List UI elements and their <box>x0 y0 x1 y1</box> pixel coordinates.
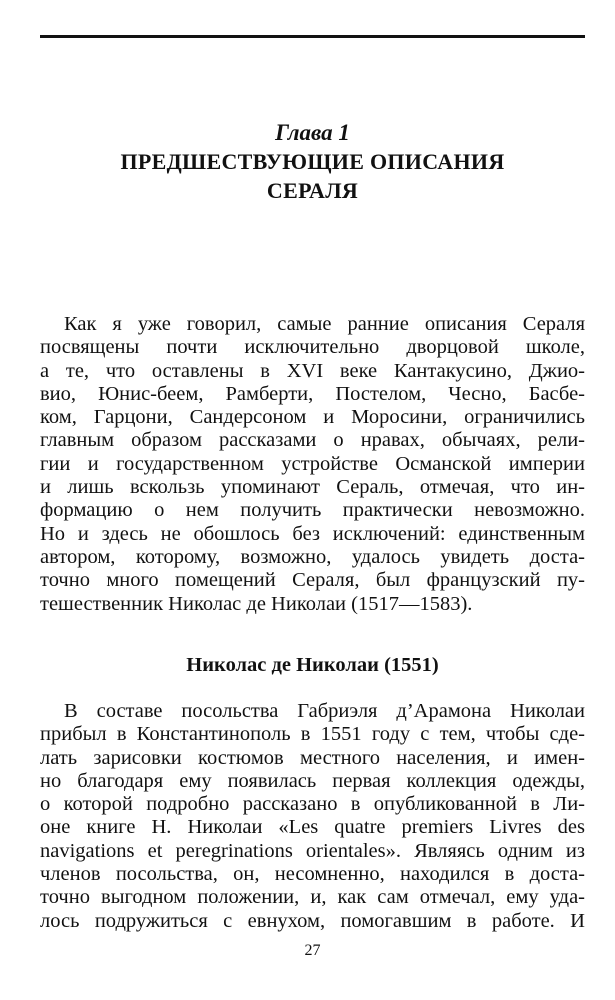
text-line: членов посольства, он, несомненно, находился в доста- <box>40 863 585 886</box>
text-line: ком, Гарцони, Сандерсоном и Моросини, ограничились <box>40 406 585 429</box>
text-line: точно выгодном положении, и, как сам отмечал, ему уда- <box>40 886 585 909</box>
text-line: Но и здесь не обошлось без исключений: единственным <box>40 522 585 545</box>
page-number: 27 <box>304 942 321 959</box>
chapter-title-line: СЕРАЛЯ <box>266 178 359 203</box>
text-line: посвящены почти исключительно дворцовой школе, <box>40 336 585 359</box>
text-line: точно много помещений Сераля, был французский пу- <box>40 569 585 592</box>
text-line: тешественник Николас де Николаи (1517—1583). <box>40 592 473 615</box>
text-line: автором, которому, возможно, удалось увидеть доста- <box>40 545 585 568</box>
chapter-label: Глава 1 <box>275 120 350 145</box>
top-rule <box>40 35 585 38</box>
section-paragraph <box>40 700 585 933</box>
text-line: вио, Юнис-беем, Рамберти, Постелом, Чесно, Басбе- <box>40 382 585 405</box>
text-line: В составе посольства Габриэля д’Арамона Николаи <box>64 700 585 722</box>
text-line: но благодаря ему появилась первая коллекция одежды, <box>40 769 585 792</box>
intro-paragraph <box>40 313 585 616</box>
text-line: формацию о нем получить практически невозможно. <box>40 499 585 522</box>
text-line: лось подружиться с евнухом, помогавшим в работе. И <box>40 909 585 932</box>
text-line: лать зарисовки костюмов местного населения, и имен- <box>40 746 585 769</box>
text-line: и лишь вскользь упоминают Сераль, отмечая, что ин- <box>40 476 585 499</box>
text-line: гии и государственном устройстве Османской империи <box>40 452 585 475</box>
chapter-title <box>40 147 585 205</box>
text-line: navigations et peregrinations orientales». Являясь одним из <box>40 839 585 862</box>
text-line: оне книге Н. Николаи «Les quatre premiers Livres des <box>40 816 585 839</box>
text-line: о которой подробно рассказано в опубликованной в Ли- <box>40 793 585 816</box>
text-line: главным образом рассказами о нравах, обычаях, рели- <box>40 429 585 452</box>
text-line: Как я уже говорил, самые ранние описания Сераля <box>64 313 585 335</box>
section-heading: Николас де Николаи (1551) <box>186 654 439 676</box>
text-line: прибыл в Константинополь в 1551 году с тем, чтобы сде- <box>40 723 585 746</box>
chapter-title-line: ПРЕДШЕСТВУЮЩИЕ ОПИСАНИЯ <box>120 149 505 174</box>
text-line: а те, что оставлены в XVI веке Кантакусино, Джио- <box>40 359 585 382</box>
